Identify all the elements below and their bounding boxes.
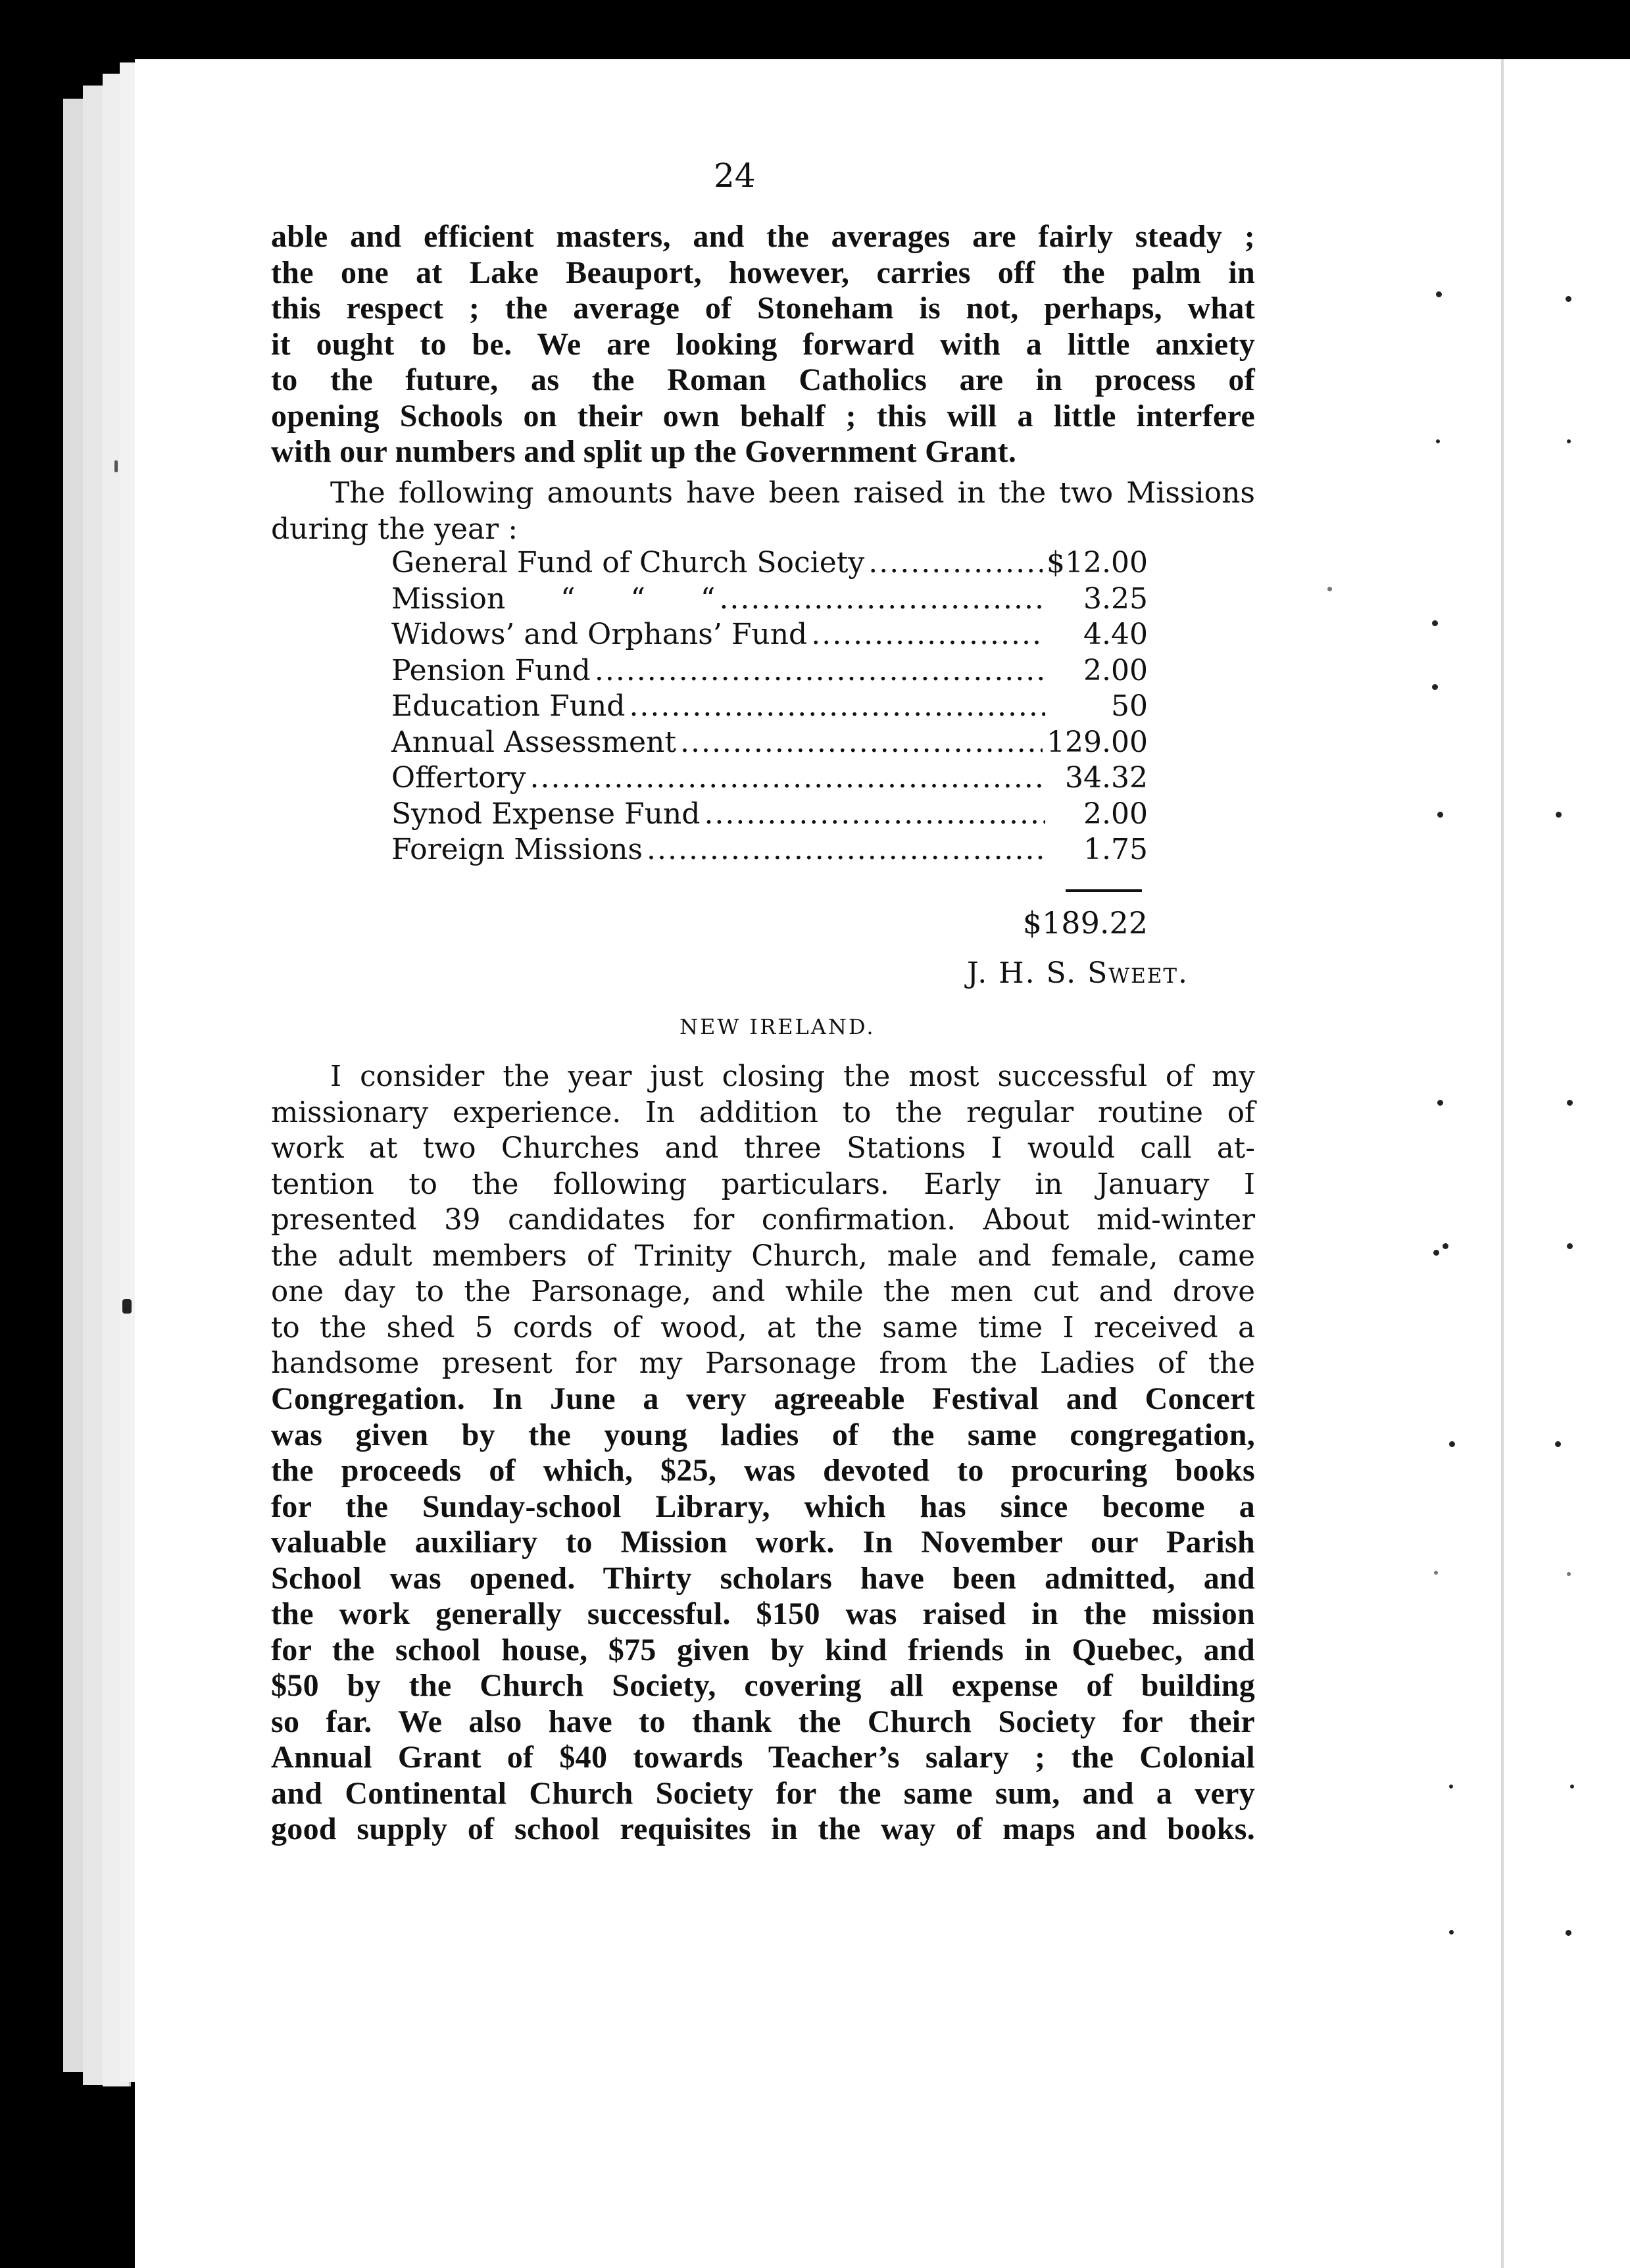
fund-label: General Fund of Church Society: [391, 546, 865, 579]
text-line: I consider the year just closing the most successful of my: [330, 1060, 1255, 1093]
text-line: Congregation. In June a very agreeable Festival and Concert: [271, 1381, 1255, 1416]
fund-row: [391, 833, 1148, 869]
ink-speck: [1449, 1930, 1454, 1935]
text-line: $50 by the Church Society, covering all expense of building: [271, 1668, 1255, 1703]
text-line: Annual Grant of $40 towards Teacher’s salary ; the Colonial: [271, 1740, 1255, 1775]
text-line: presented 39 candidates for confirmation. About mid-winter: [271, 1204, 1255, 1237]
text-line: the work generally successful. $150 was raised in the mission: [271, 1596, 1255, 1631]
fund-label: Mission “ “ “: [391, 581, 716, 616]
page-gutter: [1501, 59, 1504, 2268]
ink-speck: [1443, 1243, 1448, 1249]
fund-label: Widows’ and Orphans’ Fund: [391, 618, 808, 651]
leader-dots: [704, 797, 1045, 831]
text-line: handsome present for my Parsonage from the Ladies of the: [271, 1347, 1255, 1380]
paragraph-new-ireland: [271, 1059, 1255, 1382]
fund-row: [391, 654, 1148, 690]
text-line: able and efficient masters, and the averages are fairly steady ;: [271, 219, 1255, 254]
fund-row: [391, 797, 1148, 833]
fund-label: Pension Fund: [391, 653, 591, 687]
text-line: missionary experience. In addition to the regular routine of: [271, 1096, 1255, 1129]
section-heading: NEW IRELAND.: [679, 1014, 876, 1039]
ink-speck: [1570, 1785, 1574, 1788]
fund-label: Annual Assessment: [391, 725, 676, 759]
text-line: work at two Churches and three Stations I would call at-: [271, 1132, 1255, 1165]
text-line: The following amounts have been raised in the two Missions: [330, 476, 1255, 510]
page-number: 24: [714, 157, 756, 195]
ink-speck: [1437, 812, 1443, 818]
fund-row: [391, 546, 1148, 582]
text-line: the proceeds of which, $25, was devoted to procuring books: [271, 1453, 1255, 1488]
ink-speck: [1567, 1243, 1573, 1249]
text-line: to the future, as the Roman Catholics are in process of: [271, 362, 1255, 397]
text-line: to the shed 5 cords of wood, at the same time I received a: [271, 1311, 1255, 1344]
ink-speck: [1567, 1572, 1571, 1576]
ink-speck: [1555, 1441, 1561, 1447]
ink-speck: [1327, 587, 1332, 591]
fund-label: Synod Expense Fund: [391, 797, 701, 831]
ink-speck: [114, 460, 118, 472]
fund-row: [391, 618, 1148, 654]
text-line: and Continental Church Society for the same sum, and a very: [271, 1775, 1255, 1811]
leader-dots: [530, 761, 1045, 795]
ink-speck: [1567, 1100, 1573, 1106]
paragraph-congregation: [271, 1381, 1255, 1848]
signature-surname: Sweet.: [1087, 956, 1189, 990]
text-line: with our numbers and split up the Government Grant.: [271, 434, 1017, 469]
text-line: one day to the Parsonage, and while the men cut and drove: [271, 1275, 1255, 1308]
fund-row: [391, 689, 1148, 726]
text-line: so far. We also have to thank the Church Society for their: [271, 1704, 1255, 1739]
paragraph-schools: [271, 219, 1255, 470]
text-line: the one at Lake Beauport, however, carries off the palm in: [271, 255, 1255, 290]
ink-speck: [1449, 1441, 1455, 1447]
ink-speck: [1432, 620, 1438, 626]
text-line: for the Sunday-school Library, which has since become a: [271, 1489, 1255, 1524]
ink-speck: [1437, 1100, 1443, 1106]
ink-speck: [1434, 1571, 1438, 1575]
text-line: for the school house, $75 given by kind friends in Quebec, and: [271, 1632, 1255, 1667]
fund-row: [391, 582, 1148, 618]
text-line: valuable auxiliary to Mission work. In November our Parish: [271, 1525, 1255, 1560]
paragraph-amounts-intro: [271, 476, 1255, 547]
fund-amount: 1.75: [1083, 833, 1148, 866]
text-line: good supply of school requisites in the way of maps and books.: [271, 1812, 1255, 1846]
ink-speck: [1436, 439, 1440, 443]
fund-label: Education Fund: [391, 689, 626, 723]
text-line: School was opened. Thirty scholars have been admitted, and: [271, 1560, 1255, 1596]
fund-row: [391, 761, 1148, 797]
text-line: was given by the young ladies of the same congregation,: [271, 1417, 1255, 1452]
ink-speck: [1436, 291, 1442, 297]
fund-amount: 2.00: [1083, 797, 1148, 831]
text-line: the adult members of Trinity Church, male and female, came: [271, 1239, 1255, 1273]
text-line: this respect ; the average of Stoneham is not, perhaps, what: [271, 291, 1255, 326]
leader-dots: [647, 833, 1045, 866]
fund-row: [391, 726, 1148, 762]
text-line: during the year :: [271, 512, 518, 546]
ink-speck: [1567, 439, 1571, 443]
fund-amount: 34.32: [1065, 761, 1148, 795]
ink-speck: [1566, 296, 1571, 302]
total-rule: [1066, 889, 1142, 892]
leader-dots: [868, 546, 1043, 579]
fund-amount: 2.00: [1083, 653, 1148, 687]
ink-speck: [1449, 1785, 1453, 1788]
ink-speck: [122, 1299, 132, 1314]
fund-amount: 4.40: [1083, 618, 1148, 651]
fund-amount: 50: [1111, 689, 1148, 723]
ink-speck: [1432, 684, 1438, 690]
fund-label: Foreign Missions: [391, 833, 643, 866]
leader-dots: [811, 618, 1045, 651]
ink-speck: [1433, 1250, 1439, 1256]
signature: [967, 956, 1189, 990]
ink-speck: [1566, 1930, 1571, 1936]
fund-amount: $12.00: [1047, 546, 1148, 579]
leader-dots: [629, 689, 1045, 723]
ink-speck: [1556, 812, 1562, 818]
fund-label: Offertory: [391, 761, 526, 795]
text-line: it ought to be. We are looking forward with a little anxiety: [271, 326, 1255, 362]
fund-amount: 129.00: [1047, 725, 1148, 759]
fund-amount: 3.25: [1083, 581, 1148, 616]
funds-list: [391, 546, 1148, 869]
leader-dots: [595, 654, 1045, 687]
text-line: opening Schools on their own behalf ; this will a little interfere: [271, 398, 1255, 433]
leader-dots: [680, 726, 1043, 759]
text-line: tention to the following particulars. Early in January I: [271, 1168, 1255, 1201]
total-amount: $189.22: [1022, 905, 1148, 941]
signature-initials: J. H. S.: [967, 956, 1077, 990]
leader-dots: [719, 582, 1045, 616]
